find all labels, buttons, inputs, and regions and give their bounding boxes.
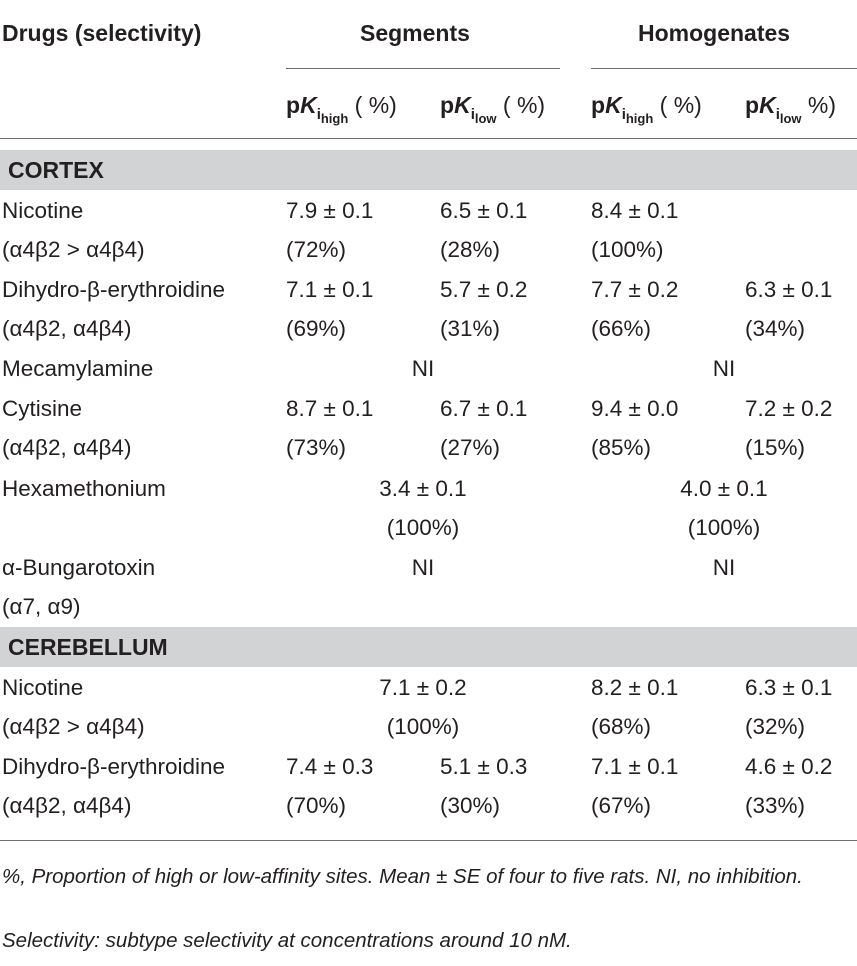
- table-bottom-rule: [0, 840, 857, 841]
- hom-high-pct: (85%): [591, 435, 652, 460]
- header-homogenates: Homogenates: [638, 20, 791, 46]
- drug-name: α-Bungarotoxin: [2, 555, 156, 580]
- hom-high-pct: (100%): [591, 237, 664, 262]
- seg-low-value: 5.1 ± 0.3: [440, 754, 528, 779]
- subheader-seg-high: $pK_{i_{high}}$ ( %): [286, 92, 397, 126]
- seg-low-pct: (28%): [440, 237, 501, 262]
- hom-low-pct: (33%): [745, 793, 806, 818]
- hom-low-value: 4.6 ± 0.2: [745, 754, 833, 779]
- hom-low-pct: (32%): [745, 714, 806, 739]
- drug-selectivity: (α4β2 > α4β4): [2, 714, 145, 739]
- hom-high-value: 8.2 ± 0.1: [591, 675, 679, 700]
- drug-selectivity: (α4β2 > α4β4): [2, 237, 145, 262]
- hom-low-value: 7.2 ± 0.2: [745, 396, 833, 421]
- drug-name: Mecamylamine: [2, 356, 154, 381]
- hom-merged-value: 4.0 ± 0.1: [680, 476, 768, 501]
- hom-merged-value: NI: [712, 555, 736, 580]
- seg-merged-value: NI: [411, 356, 435, 381]
- hom-low-pct: (34%): [745, 316, 806, 341]
- seg-high-value: 8.7 ± 0.1: [286, 396, 374, 421]
- subheader-hom-high: $pK_{i_{high}}$ ( %): [591, 92, 702, 126]
- drug-name: Nicotine: [2, 198, 84, 223]
- footnote-selectivity: Selectivity: subtype selectivity at concentrations around 10 nM.: [2, 929, 572, 952]
- homogenates-rule: [591, 68, 857, 69]
- drug-name: Nicotine: [2, 675, 84, 700]
- seg-high-pct: (73%): [286, 435, 347, 460]
- seg-low-pct: (27%): [440, 435, 501, 460]
- segments-rule: [286, 68, 560, 69]
- drug-name: Dihydro-β-erythroidine: [2, 754, 226, 779]
- hom-high-value: 8.4 ± 0.1: [591, 198, 679, 223]
- footnote-proportion: %, Proportion of high or low-affinity sites. Mean ± SE of four to five rats. NI, no inhibition.: [2, 865, 803, 888]
- hom-high-pct: (66%): [591, 316, 652, 341]
- seg-merged-value: NI: [411, 555, 435, 580]
- hom-low-value: 6.3 ± 0.1: [745, 277, 833, 302]
- hom-merged-pct: (100%): [687, 515, 761, 540]
- seg-low-value: 6.7 ± 0.1: [440, 396, 528, 421]
- header-bottom-rule: [0, 138, 857, 139]
- hom-high-value: 9.4 ± 0.0: [591, 396, 679, 421]
- hom-merged-value: NI: [712, 356, 736, 381]
- section-band-cortex: [0, 150, 857, 190]
- hom-high-value: 7.7 ± 0.2: [591, 277, 679, 302]
- hom-low-pct: (15%): [745, 435, 806, 460]
- seg-low-pct: (31%): [440, 316, 501, 341]
- seg-low-pct: (30%): [440, 793, 501, 818]
- drug-name: Hexamethonium: [2, 476, 166, 501]
- seg-high-pct: (70%): [286, 793, 347, 818]
- seg-merged-pct: (100%): [386, 515, 460, 540]
- header-segments: Segments: [360, 20, 470, 46]
- drug-selectivity: (α4β2, α4β4): [2, 316, 132, 341]
- seg-high-pct: (72%): [286, 237, 347, 262]
- section-title-cortex: CORTEX: [8, 157, 104, 183]
- seg-high-value: 7.4 ± 0.3: [286, 754, 374, 779]
- seg-low-value: 5.7 ± 0.2: [440, 277, 528, 302]
- seg-high-value: 7.9 ± 0.1: [286, 198, 374, 223]
- drug-name: Cytisine: [2, 396, 83, 421]
- header-drugs: Drugs (selectivity): [2, 20, 202, 46]
- hom-low-value: 6.3 ± 0.1: [745, 675, 833, 700]
- hom-high-value: 7.1 ± 0.1: [591, 754, 679, 779]
- hom-high-pct: (68%): [591, 714, 652, 739]
- subheader-hom-low: $pK_{i_{low}}$ %): [745, 92, 837, 126]
- drug-selectivity: (α4β2, α4β4): [2, 793, 132, 818]
- drug-selectivity: (α4β2, α4β4): [2, 435, 132, 460]
- seg-high-value: 7.1 ± 0.1: [286, 277, 374, 302]
- seg-low-value: 6.5 ± 0.1: [440, 198, 528, 223]
- section-title-cerebellum: CEREBELLUM: [8, 634, 168, 660]
- seg-high-pct: (69%): [286, 316, 347, 341]
- drug-selectivity: (α7, α9): [2, 594, 81, 619]
- seg-merged-value: 7.1 ± 0.2: [379, 675, 467, 700]
- seg-merged-pct: (100%): [386, 714, 460, 739]
- seg-merged-value: 3.4 ± 0.1: [379, 476, 467, 501]
- drug-name: Dihydro-β-erythroidine: [2, 277, 226, 302]
- subheader-seg-low: $pK_{i_{low}}$ ( %): [440, 92, 546, 126]
- hom-high-pct: (67%): [591, 793, 652, 818]
